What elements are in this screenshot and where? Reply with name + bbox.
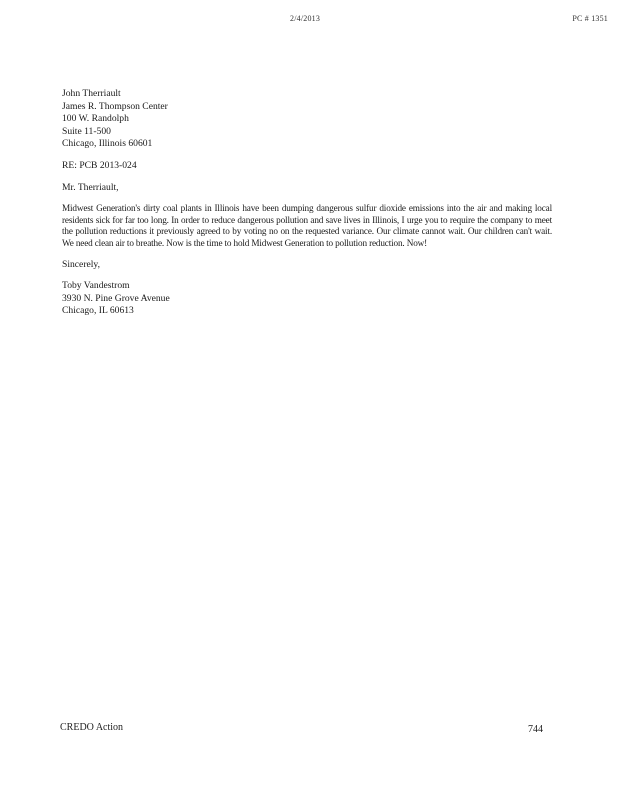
closing: Sincerely,: [62, 258, 101, 270]
sender-address: [62, 280, 552, 318]
recipient-name: John Therriault: [62, 88, 121, 99]
sender-name: Toby Vandestrom: [62, 280, 130, 292]
sender-street: 3930 N. Pine Grove Avenue: [62, 292, 170, 304]
recipient-building: James R. Thompson Center: [62, 100, 168, 112]
recipient-city: Chicago, Illinois 60601: [62, 138, 153, 150]
letter-body: [62, 88, 552, 318]
recipient-suite: Suite 11-500: [62, 125, 111, 137]
letter-paragraph: Midwest Generation's dirty coal plants in Illinois have been dumping dangerous sulfur dioxide emissions into the air and making local residents sick for far too long. In order to reduce dangerous pollution and save lives in Illinois, I urge you to require the company to meet the pollution reductions it previously agreed to by voting no on the requested variance. Our climate cannot wait. Our children can't wait. We need clean air to breathe. Now is the time to hold Midwest Generation to pollution reduction. Now!: [62, 203, 552, 248]
recipient-address: [62, 88, 552, 151]
salutation: Mr. Therriault,: [62, 181, 119, 193]
re-line: RE: PCB 2013-024: [62, 159, 137, 171]
footer-source: CREDO Action: [60, 722, 124, 733]
header-pc-number: PC # 1351: [572, 14, 608, 23]
footer-page-number: 744: [528, 724, 543, 735]
sender-city: Chicago, IL 60613: [62, 305, 134, 317]
header-date: 2/4/2013: [290, 14, 321, 23]
recipient-street: 100 W. Randolph: [62, 113, 129, 125]
